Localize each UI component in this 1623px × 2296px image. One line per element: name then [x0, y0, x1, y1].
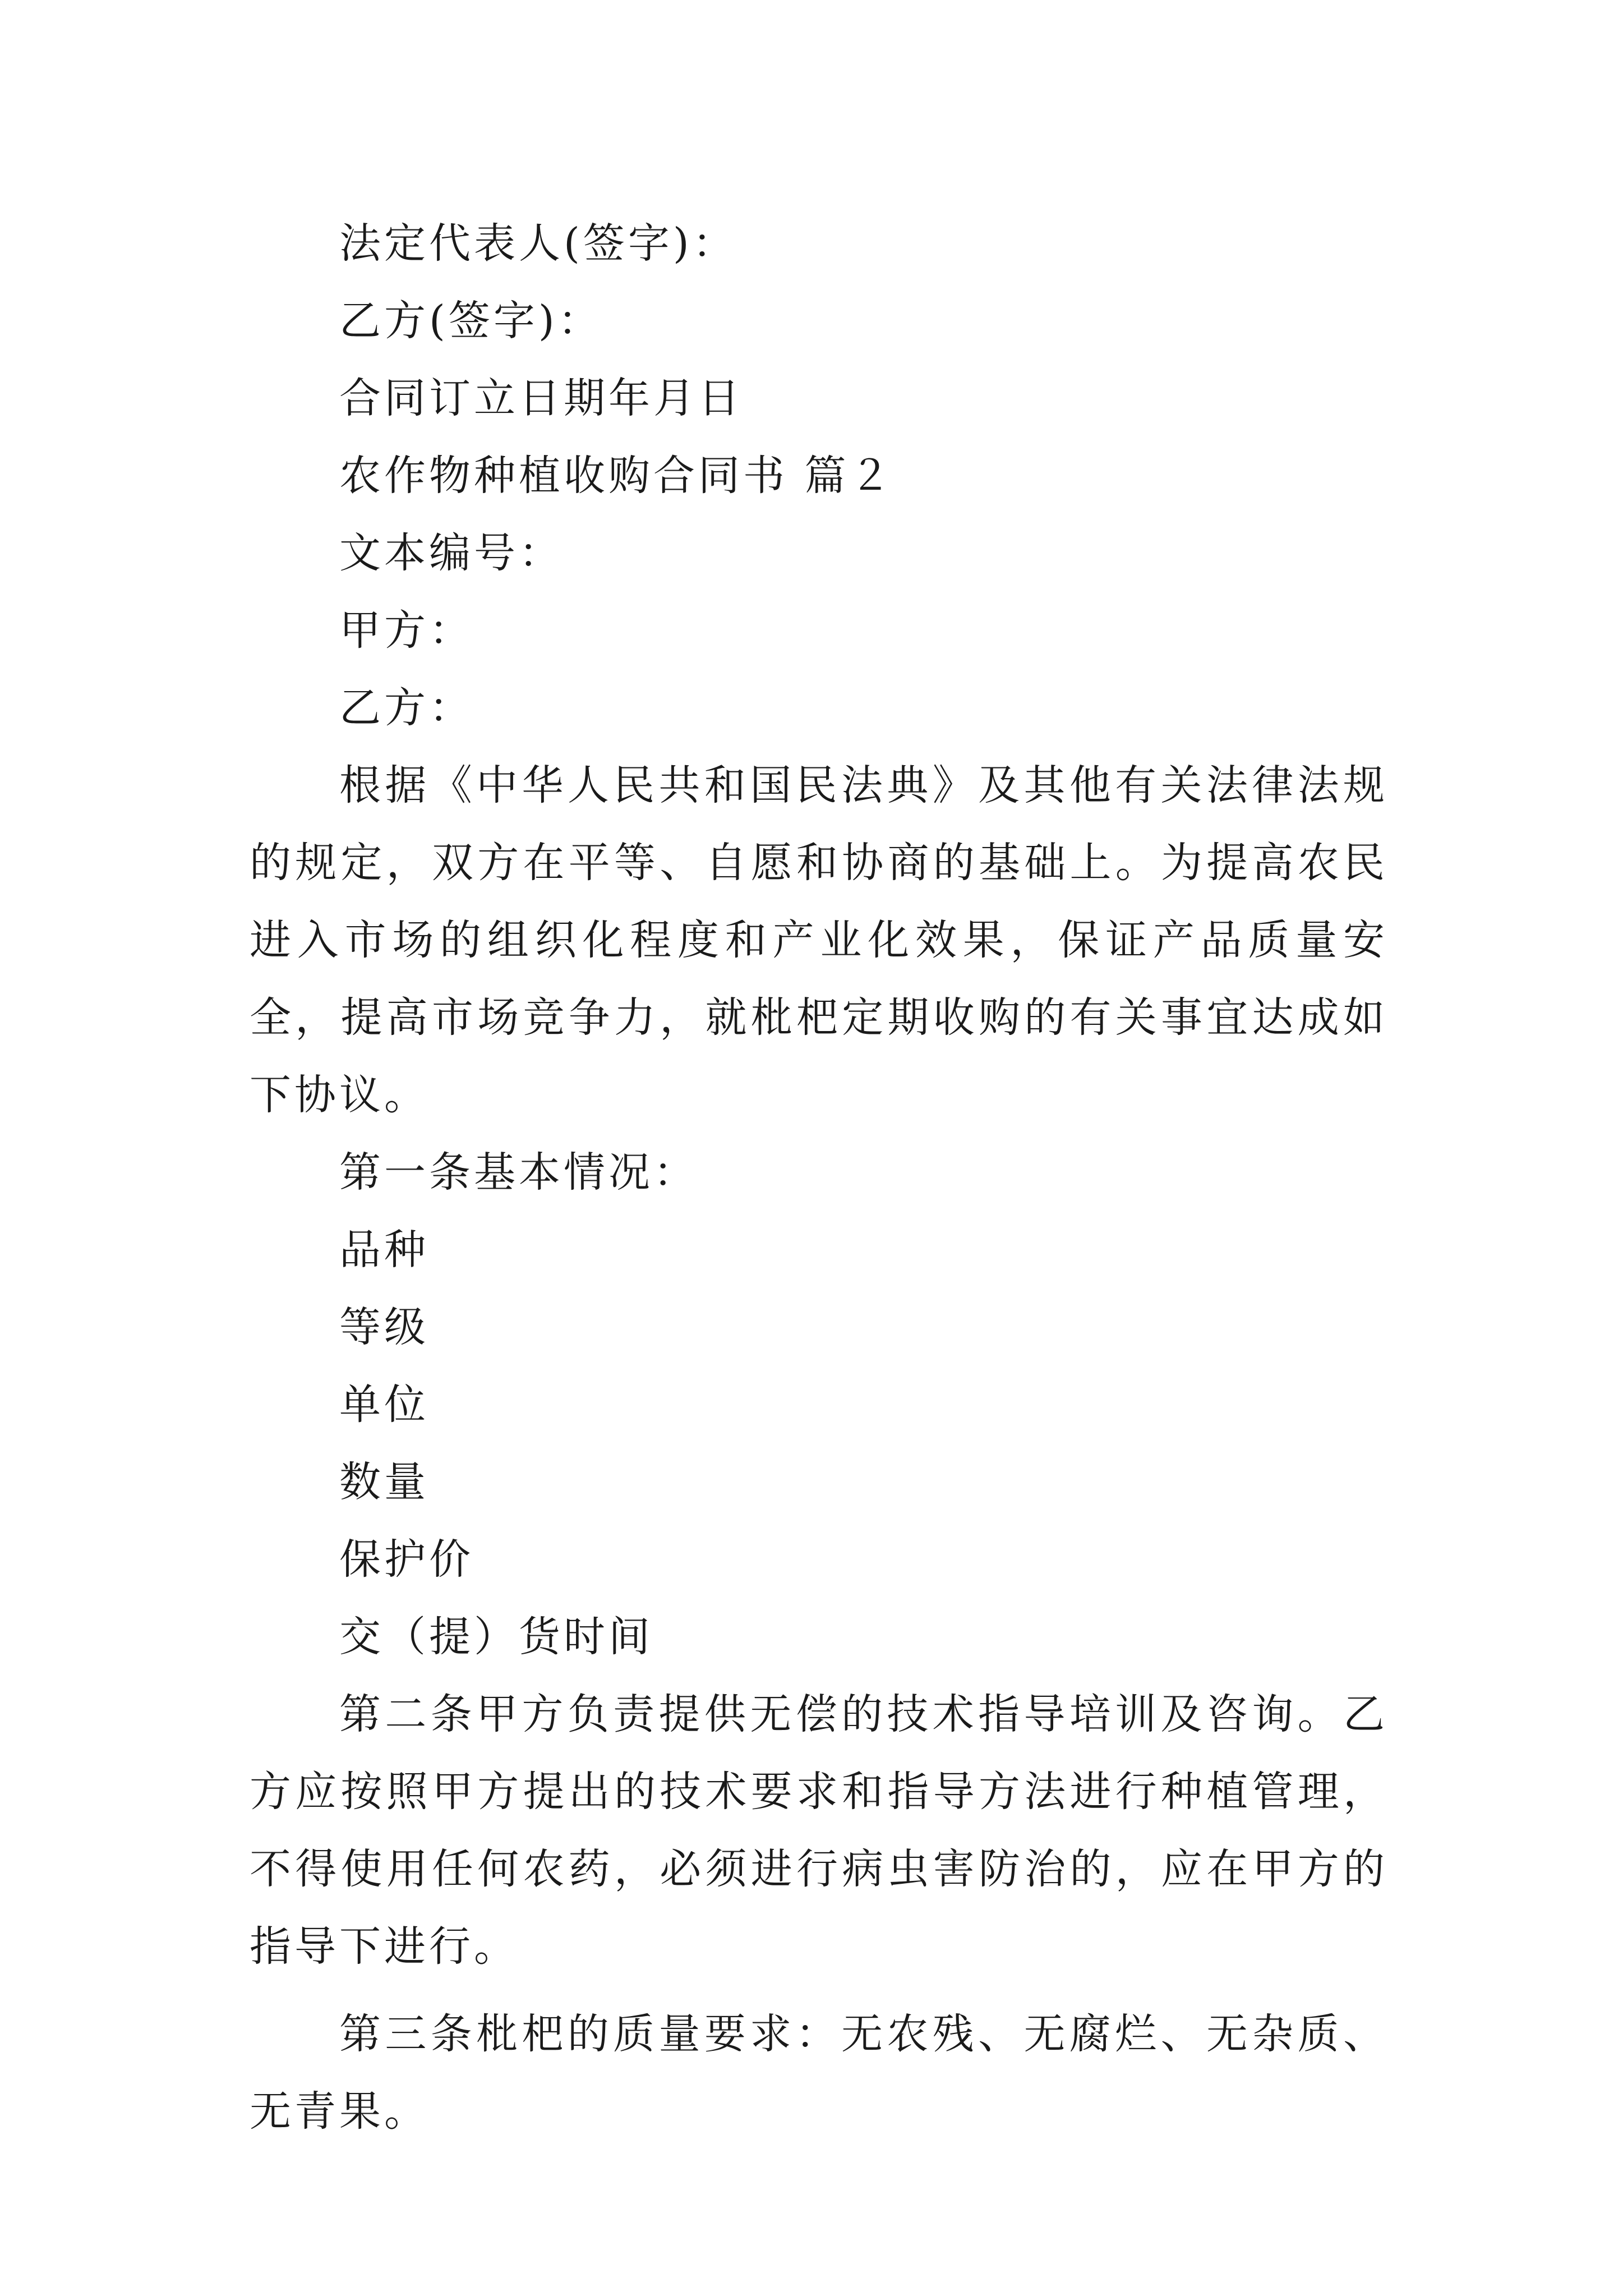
intro-paragraph: 根据《中华人民共和国民法典》及其他有关法律法规的规定，双方在平等、自愿和协商的基础上。为提高农民进入市场的组织化程度和产业化效果，保证产品质量安全，提高市场竞争力，就枇杷定期收购的有关事宜达成如下协议。 [250, 761, 1388, 1119]
party-b-line: 乙方： [339, 684, 474, 732]
party-b-signature-line: 乙方(签字)： [339, 297, 603, 345]
article-2-paragraph: 第二条甲方负责提供无偿的技术指导培训及咨询。乙方应按照甲方提出的技术要求和指导方法进行种植管理，不得使用任何农药，必须进行病虫害防治的，应在甲方的指导下进行。 [250, 1690, 1388, 1971]
article-1-title: 第一条基本情况： [339, 1148, 698, 1197]
article-1-item-quantity: 数量 [339, 1458, 429, 1506]
text-number-line: 文本编号： [339, 529, 564, 577]
article-1-item-protected-price: 保护价 [339, 1535, 474, 1584]
contract-date-line: 合同订立日期年月日 [339, 374, 743, 422]
article-1-item-grade: 等级 [339, 1303, 429, 1351]
document-body [250, 205, 1388, 2150]
legal-representative-signature-line: 法定代表人(签字)： [339, 219, 737, 268]
article-1-item-delivery-time: 交（提）货时间 [339, 1613, 653, 1661]
contract-title: 农作物种植收购合同书 篇２ [339, 452, 895, 500]
article-1-item-variety: 品种 [339, 1226, 429, 1274]
party-a-line: 甲方： [339, 606, 474, 655]
article-1-item-unit: 单位 [339, 1381, 429, 1429]
article-3-paragraph: 第三条枇杷的质量要求：无农残、无腐烂、无杂质、无青果。 [250, 2010, 1388, 2136]
